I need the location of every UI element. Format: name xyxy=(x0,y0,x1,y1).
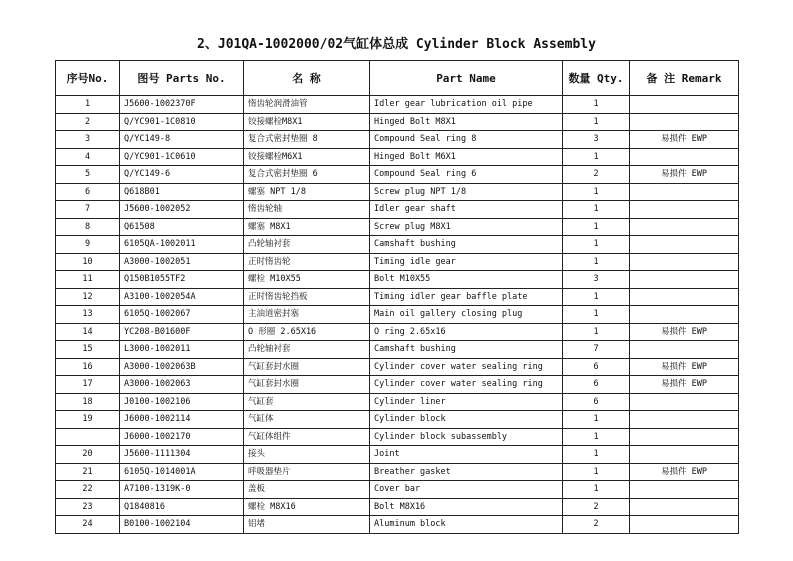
cell-cn-name: 气缸套 xyxy=(244,393,370,411)
cell-remark xyxy=(630,411,739,429)
cell-qty: 6 xyxy=(563,358,630,376)
cell-en-name: Cylinder block subassembly xyxy=(370,428,563,446)
cell-part-no: Q1840816 xyxy=(120,498,244,516)
cell-cn-name: 主油道密封塞 xyxy=(244,306,370,324)
cell-part-no: L3000-1002011 xyxy=(120,341,244,359)
cell-en-name: Camshaft bushing xyxy=(370,341,563,359)
cell-no: 8 xyxy=(56,218,120,236)
table-row xyxy=(56,498,739,516)
cell-no: 21 xyxy=(56,463,120,481)
parts-table xyxy=(55,60,739,534)
table-row xyxy=(56,393,739,411)
cell-qty: 6 xyxy=(563,393,630,411)
table-row xyxy=(56,358,739,376)
cell-remark xyxy=(630,113,739,131)
cell-no: 10 xyxy=(56,253,120,271)
cell-part-no: 6105QA-1002011 xyxy=(120,236,244,254)
cell-remark xyxy=(630,516,739,534)
cell-en-name: Cylinder cover water sealing ring xyxy=(370,358,563,376)
cell-remark xyxy=(630,148,739,166)
cell-no: 22 xyxy=(56,481,120,499)
cell-no: 19 xyxy=(56,411,120,429)
header-cn-name: 名 称 xyxy=(244,61,370,96)
header-en-name: Part Name xyxy=(370,61,563,96)
table-row xyxy=(56,131,739,149)
table-row xyxy=(56,341,739,359)
table-row xyxy=(56,323,739,341)
cell-no: 20 xyxy=(56,446,120,464)
cell-remark xyxy=(630,183,739,201)
cell-cn-name: 惰齿轮润滑油管 xyxy=(244,96,370,114)
cell-part-no: 6105Q-1014001A xyxy=(120,463,244,481)
cell-cn-name: 气缸套封水圈 xyxy=(244,376,370,394)
table-row xyxy=(56,463,739,481)
cell-remark xyxy=(630,393,739,411)
table-header-row xyxy=(56,61,739,96)
cell-remark xyxy=(630,498,739,516)
cell-qty: 1 xyxy=(563,446,630,464)
cell-no: 17 xyxy=(56,376,120,394)
cell-cn-name: 铰接螺栓M6X1 xyxy=(244,148,370,166)
cell-remark xyxy=(630,341,739,359)
cell-en-name: Hinged Bolt M6X1 xyxy=(370,148,563,166)
cell-remark xyxy=(630,218,739,236)
cell-cn-name: 凸轮轴衬套 xyxy=(244,341,370,359)
cell-qty: 1 xyxy=(563,183,630,201)
cell-part-no: J0100-1002106 xyxy=(120,393,244,411)
cell-remark: 易损件 EWP xyxy=(630,358,739,376)
cell-en-name: Timing idler gear baffle plate xyxy=(370,288,563,306)
cell-en-name: Hinged Bolt M8X1 xyxy=(370,113,563,131)
cell-no: 6 xyxy=(56,183,120,201)
cell-cn-name: O 形圈 2.65X16 xyxy=(244,323,370,341)
cell-no: 24 xyxy=(56,516,120,534)
cell-part-no: Q/YC901-1C0810 xyxy=(120,113,244,131)
table-row xyxy=(56,148,739,166)
table-row xyxy=(56,516,739,534)
cell-cn-name: 螺栓 M8X16 xyxy=(244,498,370,516)
cell-part-no: A7100-1319K-0 xyxy=(120,481,244,499)
cell-no xyxy=(56,428,120,446)
cell-en-name: Compound Seal ring 6 xyxy=(370,166,563,184)
cell-en-name: Breather gasket xyxy=(370,463,563,481)
cell-remark xyxy=(630,271,739,289)
cell-en-name: Screw plug M8X1 xyxy=(370,218,563,236)
cell-qty: 2 xyxy=(563,498,630,516)
cell-part-no: Q618B01 xyxy=(120,183,244,201)
cell-cn-name: 气缸套封水圈 xyxy=(244,358,370,376)
cell-cn-name: 铝堵 xyxy=(244,516,370,534)
cell-part-no: J6000-1002170 xyxy=(120,428,244,446)
cell-remark: 易损件 EWP xyxy=(630,463,739,481)
cell-en-name: Aluminum block xyxy=(370,516,563,534)
cell-cn-name: 呼吸器垫片 xyxy=(244,463,370,481)
cell-remark xyxy=(630,288,739,306)
cell-qty: 2 xyxy=(563,166,630,184)
header-no: 序号No. xyxy=(56,61,120,96)
cell-remark xyxy=(630,428,739,446)
cell-no: 12 xyxy=(56,288,120,306)
table-body xyxy=(56,96,739,534)
cell-remark xyxy=(630,96,739,114)
table-row xyxy=(56,411,739,429)
cell-en-name: Idler gear lubrication oil pipe xyxy=(370,96,563,114)
cell-part-no: A3000-1002063B xyxy=(120,358,244,376)
cell-cn-name: 惰齿轮轴 xyxy=(244,201,370,219)
table-row xyxy=(56,376,739,394)
cell-cn-name: 气缸体组件 xyxy=(244,428,370,446)
cell-part-no: Q/YC149-6 xyxy=(120,166,244,184)
cell-en-name: Timing idle gear xyxy=(370,253,563,271)
table-row xyxy=(56,253,739,271)
document-title: 2、J01QA-1002000/02气缸体总成 Cylinder Block Assembly xyxy=(197,37,596,52)
cell-qty: 1 xyxy=(563,253,630,271)
table-row xyxy=(56,201,739,219)
cell-cn-name: 铰接螺栓M8X1 xyxy=(244,113,370,131)
header-part-no: 图号 Parts No. xyxy=(120,61,244,96)
cell-en-name: Bolt M8X16 xyxy=(370,498,563,516)
cell-remark xyxy=(630,236,739,254)
cell-part-no: A3000-1002063 xyxy=(120,376,244,394)
cell-en-name: Main oil gallery closing plug xyxy=(370,306,563,324)
cell-qty: 1 xyxy=(563,96,630,114)
cell-part-no: B0100-1002104 xyxy=(120,516,244,534)
table-row xyxy=(56,428,739,446)
cell-part-no: 6105Q-1002067 xyxy=(120,306,244,324)
cell-cn-name: 复合式密封垫圈 8 xyxy=(244,131,370,149)
cell-cn-name: 螺塞 M8X1 xyxy=(244,218,370,236)
cell-no: 4 xyxy=(56,148,120,166)
header-remark: 备 注 Remark xyxy=(630,61,739,96)
cell-en-name: Idler gear shaft xyxy=(370,201,563,219)
cell-remark: 易损件 EWP xyxy=(630,376,739,394)
cell-no: 13 xyxy=(56,306,120,324)
cell-cn-name: 凸轮轴衬套 xyxy=(244,236,370,254)
cell-qty: 1 xyxy=(563,411,630,429)
cell-no: 11 xyxy=(56,271,120,289)
cell-en-name: Screw plug NPT 1/8 xyxy=(370,183,563,201)
cell-qty: 1 xyxy=(563,288,630,306)
cell-part-no: Q/YC901-1C0610 xyxy=(120,148,244,166)
cell-qty: 1 xyxy=(563,148,630,166)
cell-part-no: A3000-1002051 xyxy=(120,253,244,271)
table-row xyxy=(56,183,739,201)
cell-remark xyxy=(630,481,739,499)
cell-en-name: Cover bar xyxy=(370,481,563,499)
table-row xyxy=(56,306,739,324)
cell-en-name: Bolt M10X55 xyxy=(370,271,563,289)
cell-no: 3 xyxy=(56,131,120,149)
table-row xyxy=(56,481,739,499)
cell-no: 1 xyxy=(56,96,120,114)
cell-no: 9 xyxy=(56,236,120,254)
cell-no: 7 xyxy=(56,201,120,219)
cell-qty: 1 xyxy=(563,236,630,254)
cell-no: 14 xyxy=(56,323,120,341)
cell-part-no: J5600-1002052 xyxy=(120,201,244,219)
cell-part-no: Q/YC149-8 xyxy=(120,131,244,149)
cell-part-no: J5600-1111304 xyxy=(120,446,244,464)
table-row xyxy=(56,446,739,464)
cell-qty: 3 xyxy=(563,131,630,149)
table-row xyxy=(56,236,739,254)
cell-remark: 易损件 EWP xyxy=(630,323,739,341)
cell-part-no: A3100-1002054A xyxy=(120,288,244,306)
cell-qty: 1 xyxy=(563,428,630,446)
cell-cn-name: 复合式密封垫圈 6 xyxy=(244,166,370,184)
cell-part-no: Q61508 xyxy=(120,218,244,236)
cell-remark: 易损件 EWP xyxy=(630,166,739,184)
table-row xyxy=(56,288,739,306)
cell-qty: 3 xyxy=(563,271,630,289)
table-row xyxy=(56,113,739,131)
cell-en-name: Camshaft bushing xyxy=(370,236,563,254)
cell-part-no: J5600-1002370F xyxy=(120,96,244,114)
cell-cn-name: 螺栓 M10X55 xyxy=(244,271,370,289)
cell-qty: 7 xyxy=(563,341,630,359)
table-row xyxy=(56,166,739,184)
cell-no: 16 xyxy=(56,358,120,376)
cell-en-name: Joint xyxy=(370,446,563,464)
cell-qty: 1 xyxy=(563,306,630,324)
cell-no: 5 xyxy=(56,166,120,184)
cell-qty: 1 xyxy=(563,113,630,131)
cell-qty: 6 xyxy=(563,376,630,394)
table-row xyxy=(56,218,739,236)
cell-qty: 1 xyxy=(563,481,630,499)
cell-qty: 1 xyxy=(563,323,630,341)
cell-no: 15 xyxy=(56,341,120,359)
cell-cn-name: 气缸体 xyxy=(244,411,370,429)
cell-part-no: Q150B1055TF2 xyxy=(120,271,244,289)
cell-cn-name: 接头 xyxy=(244,446,370,464)
table-row xyxy=(56,271,739,289)
cell-remark xyxy=(630,446,739,464)
cell-qty: 2 xyxy=(563,516,630,534)
table-row xyxy=(56,96,739,114)
cell-en-name: Cylinder block xyxy=(370,411,563,429)
cell-cn-name: 盖板 xyxy=(244,481,370,499)
cell-part-no: J6000-1002114 xyxy=(120,411,244,429)
cell-remark xyxy=(630,253,739,271)
cell-part-no: YC208-B01600F xyxy=(120,323,244,341)
header-qty: 数量 Qty. xyxy=(563,61,630,96)
cell-no: 18 xyxy=(56,393,120,411)
cell-en-name: Cylinder cover water sealing ring xyxy=(370,376,563,394)
cell-qty: 1 xyxy=(563,463,630,481)
cell-qty: 1 xyxy=(563,218,630,236)
cell-no: 2 xyxy=(56,113,120,131)
cell-en-name: Compound Seal ring 8 xyxy=(370,131,563,149)
cell-remark xyxy=(630,306,739,324)
cell-remark: 易损件 EWP xyxy=(630,131,739,149)
cell-qty: 1 xyxy=(563,201,630,219)
cell-remark xyxy=(630,201,739,219)
cell-en-name: Cylinder liner xyxy=(370,393,563,411)
cell-cn-name: 正时惰齿轮挡板 xyxy=(244,288,370,306)
cell-en-name: O ring 2.65x16 xyxy=(370,323,563,341)
cell-no: 23 xyxy=(56,498,120,516)
cell-cn-name: 正时惰齿轮 xyxy=(244,253,370,271)
cell-cn-name: 螺塞 NPT 1/8 xyxy=(244,183,370,201)
